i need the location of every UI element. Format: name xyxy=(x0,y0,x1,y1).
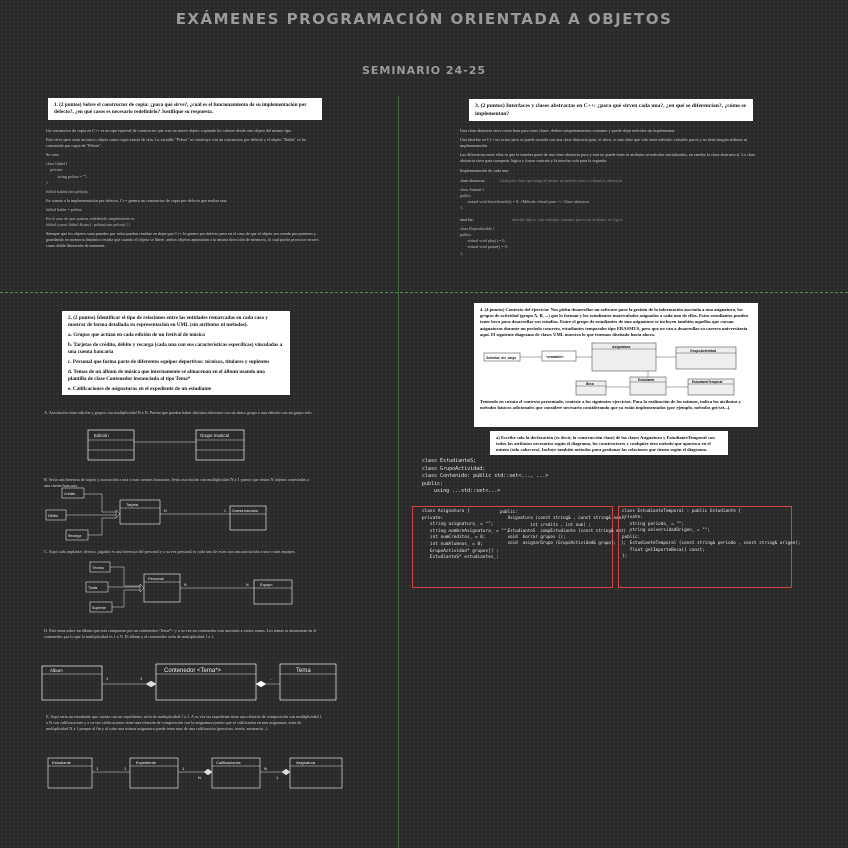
uml-mult: N xyxy=(246,583,249,587)
page-title: EXÁMENES PROGRAMACIÓN ORIENTADA A OBJETOS xyxy=(175,10,673,28)
uml-diagram-a xyxy=(80,424,250,466)
question-1-answer xyxy=(46,128,324,253)
interface-label: interfaz: xyxy=(460,217,474,223)
uml-class-grupo: Grupo musical xyxy=(200,433,230,438)
question-2-box xyxy=(62,311,290,395)
uml-diagram-b xyxy=(44,486,274,544)
uml-mult: 1 xyxy=(140,676,143,681)
answer-line: Implementación de cada una: xyxy=(460,168,510,174)
uml-mult: 1 xyxy=(224,509,226,513)
uml-class-tarjeta: Tarjeta xyxy=(126,502,139,507)
uml-stereotype: «creatable» xyxy=(546,354,564,359)
answer-line: Se crea: xyxy=(46,152,60,158)
question-1-text: 1. (2 puntos) Sobre el constructor de copia: ¿para qué sirve?, ¿cuál es el funcionamiento de su implementación por defecto?, ¿en qué casos es necesario redefinirlo? Justifique su respuesta. xyxy=(54,102,307,116)
uml-estudiante: Estudiante xyxy=(638,377,655,382)
question-3-box xyxy=(469,99,753,121)
answer-e: E. Aquí sería un estudiante que cuenta con un expediente, sería de multiplicidad 1 a 1. A su vez un expediente tiene una relación de composición con multiplicidad 1 a N con calificaciones y a su vez calificaciones tiene una relación de composición con la asignatura puesto que se calificarían en una asignatura, sería de multiplicidad N a 1 porque al fin y al cabo una misma asignatura puede tener mas de una calificación (practicas, teoría, asistencia...) xyxy=(46,714,322,732)
handwritten-asignatura-left: class Asignatura { private: string asignatura_ = ""; string nombreAsignatura_ = ""; int numCreditos_ = 0; int numAlumnos_ = 0; GrupoActividad* grupos[] ; EstudianteS* estudiantes_; xyxy=(422,509,510,561)
question-4-note: Teniendo en cuenta el contexto presentado, conteste a los siguientes ejercicios. Para la realización de los mismos, indica los atributos y métodos básicos adicionales que considere necesario considerando que ya están implementados (por ejemplo, métodos get/set...). xyxy=(480,398,742,411)
uml-asignatura: Asignatura xyxy=(612,344,631,349)
abstract-label: clase abstracta: xyxy=(460,177,486,183)
uml-mult: 1 xyxy=(182,766,185,771)
uml-beca: Beca xyxy=(586,381,594,386)
uml-class-calificaciones: Calificaciones xyxy=(216,760,241,765)
answer-line: Un constructor de copia en C++ es un tipo especial de constructor que crea un nuevo objeto copiando los valores desde otro objeto del mismo tipo. xyxy=(46,128,293,133)
question-3-text: 3. (2 puntos) Interfaces y clases abstractas en C++: ¿para qué sirven cada una?, ¿en qué se diferencian?, ¿cómo se implementan? xyxy=(475,103,747,117)
answer-line: Las diferencias entre ellas es que la interfaz parte de una clase abstracta pura y esta no puede tener ni atributos ni métodos inicializados, en cambio la clase abstracta sí. La clase abstracta sirve para compartir lógica y forzar contrato y la interfaz solo para la segunda. xyxy=(460,152,757,164)
uml-class-personal: Personal xyxy=(148,576,164,581)
q2-item-a: a. Grupos que actúan en cada edición de un festival de música xyxy=(68,332,205,339)
uml-mult: N xyxy=(184,583,187,587)
q2-item-d: d. Temas de un álbum de música que internamente se almacenan en el álbum usando una plantilla de clase Contenedor instanciada al tipo Tema* xyxy=(68,369,265,383)
answer-line: Una clase abstracta sirve como base para otras clases, define comportamientos comunes y puede dejar métodos sin implementar. xyxy=(460,128,676,133)
interface-note: interfaz típica: solo métodos virtuales puros sin atributos ni lógica xyxy=(511,217,623,223)
uml-class-credito: Crédito xyxy=(64,492,76,496)
uml-diagram-q4 xyxy=(480,341,752,397)
uml-class-tecnico: Técnico xyxy=(92,566,105,570)
uml-class-cuenta: Cuenta bancaria xyxy=(232,509,258,513)
question-1-box xyxy=(48,98,322,120)
answer-line: Una interfaz en C++ no existe pero se puede simular con una clase abstracta pura, es decir, es una clase que solo tiene métodos virtuales puros y no tiene ningún atributo ni implementación. xyxy=(460,137,749,149)
question-4a-text: a) Escribe solo la declaración (es decir, la construcción clase) de las clases Asignatura y EstudianteTemporal con todos los atributos necesarios según el diagrama, los constructores y cualquier otro método que aparezca en el mismo (solo cabecera). Incluye también métodos para gestionar las relaciones que tienen según el diagrama. xyxy=(496,435,715,453)
uml-diagram-d xyxy=(40,660,340,704)
horizontal-divider xyxy=(0,292,848,294)
question-2-text: 2. (2 puntos) Identificar el tipo de relaciones entre las entidades remarcadas en cada caso y mostrar de forma detallada su representación en UML (sin atributos ni métodos). xyxy=(68,315,268,329)
uml-mult: N xyxy=(264,766,267,771)
uml-class-asignatura: Asignatura xyxy=(296,760,316,765)
q2-item-c: c. Personal que forma parte de diferentes equipos deportivos: técnicos, titulares y suplentes xyxy=(68,359,270,366)
code-block: class fútbol{ private: string pelota = ""; } xyxy=(46,161,88,185)
uml-class-equipo: Equipo xyxy=(260,582,273,587)
uml-mult: 1 xyxy=(106,676,109,681)
answer-a: A. Asociación entre edición y grupos con multiplicidad N a N. Puesto que pueden haber distintas ediciones con un único grupo o una edición con un grupo solo. xyxy=(44,410,313,415)
uml-temporal: EstudianteTemporal xyxy=(692,379,723,384)
answer-line: Este sirve para crear un nuevo objeto como copia exacta de otra. La variable "Pelota" se construye con un constructor por defecto y el objeto "Balón" se ha construido por copia de "Pelota". xyxy=(46,137,307,149)
code-line: fútbol balón(otro.pelota); xyxy=(46,188,89,194)
answer-line: En cuanto a la implementación por defecto, C++ genera un constructor de copia por defecto que realiza una: xyxy=(46,197,228,203)
abstract-code: class Animal { public: virtual void hacerSonido() = 0; //Método virtual puro --> Clase abstracta }; xyxy=(460,186,589,210)
handwritten-header: class EstudianteS; class GrupoActividad; class Contenido: public std::set<..., ...> public: using ...std::set<...> xyxy=(422,458,549,494)
uml-side-label: Solicitud_del_cargo xyxy=(486,355,517,360)
uml-class-tema: Tema xyxy=(296,668,311,674)
uml-class-debito: Débito xyxy=(48,514,59,518)
question-3-answer xyxy=(460,128,760,260)
q2-item-e: e. Calificaciones de asignaturas en el expediente de un estudiante xyxy=(68,386,212,393)
answer-line: Siempre que los objetos sean pasados por valor pueden resultar en dejar que C++ lo genere por defecto pero en el caso de que el objeto sea creado por punteros y guardando en memoria dinámica resulta que cuando el objeto se libere, ambos objetos apuntarían a la misma dirección de memoria, lo cual puede provocar errores como doble liberación de memoria. xyxy=(46,231,320,249)
uml-class-recarga: Recarga xyxy=(68,534,82,538)
uml-diagram-e xyxy=(46,752,346,796)
uml-class-album: Álbum xyxy=(50,668,63,673)
question-4a-box xyxy=(490,431,728,455)
question-4-box xyxy=(474,303,758,427)
page-subtitle: SEMINARIO 24-25 xyxy=(361,64,487,77)
uml-class-expediente: Expediente xyxy=(136,760,157,765)
uml-class-estudiante: Estudiante xyxy=(52,760,71,765)
uml-class-suplente: Suplente xyxy=(92,606,106,610)
uml-grupo: GrupoActividad xyxy=(690,348,717,353)
uml-mult: N xyxy=(164,509,167,513)
uml-class-titular: Titular xyxy=(88,586,98,590)
question-4-text: 4. (4 puntos) Contexto del ejercicio: Nos piden desarrollar un software para la gestión de la información asociada a una asignatura, los grupos de actividad (grupo A, B, ...) que lo forman y los estudiantes matriculados asignados a cada uno de ellos. Estos estudiantes pueden tener beca para desarrollar sus estudios. Entre el grupo de estudiantes de una asignatura se incluyen también aquellos que cursan asignaturas durante un período concreto, estudiantes temporales tipo ERASMUS, pero que no van a desarrollar su carrera universitaria aquí. El siguiente diagrama de clases UML muestra lo que tenemos diseñado hasta ahora. xyxy=(480,307,749,337)
vertical-divider xyxy=(398,96,399,848)
uml-mult: 1 xyxy=(124,766,127,771)
uml-class-edicion: Edición xyxy=(94,433,109,438)
code-block: En el caso de que quieras redefinirlo simplemente es: fútbol (const fútbol &otro) : pelota(otro.pelota) {} xyxy=(46,216,136,228)
abstract-note: Cualquier clase que tenga al menos un método puro o virtual es abstracta. xyxy=(499,177,623,183)
handwritten-asignatura-right: public: Asignatura (const string& , const string& nom , int credits , int num) ; EstudianteS compEstudiante (const string& est) ; void borrar grupos (); void asignarGrupo (GrupoActividad& grupo); }; xyxy=(500,509,632,546)
uml-class-contenedor: Contenedor <Tema*> xyxy=(164,668,222,674)
answer-c: C. Aquí cada implante, técnico, jugador es una herencia del personal y a su vez personal es cada uno de estos son una asociación a uno o más equipos. xyxy=(44,549,296,554)
code-line: fútbol balón = pelota; xyxy=(46,206,83,212)
q2-item-b: b. Tarjetas de crédito, débito y recarga (cada una con sus características específicas) vinculadas a una cuenta bancaria xyxy=(68,342,283,356)
uml-diagram-c xyxy=(84,560,299,616)
answer-d: D. Este tema sobre un álbum que esta compuesto por un contenedor<Tema*> y a su vez un contenedor esta asociado a varios temas. Los temas se almacenan en el contenedor por lo que la multiplicidad es 1 a N. El álbum y el contenedor sería de multiplicidad 1 a 1. xyxy=(44,628,317,640)
handwritten-temporal: class EstudianteTemporal : public Estudiante { private: string periodo_ = ""; string universidadOrigen_ = ""; public: EstudianteTemporal (const string& periodo , const string& origen); float getImporteBeca() const; }; xyxy=(622,509,801,560)
uml-mult: ... xyxy=(270,676,274,681)
answer-b: B. Sería una herencia de tarjeta y asociación a una o mas cuentas bancarias. Sería asociación con multiplicidad N a 1 puesto que tenias N tarjetas conectadas a una cuenta bancaria xyxy=(44,477,309,489)
uml-mult: 1 xyxy=(276,775,279,780)
interface-code: class Reproducible { public: virtual void play() = 0; virtual void pause() = 0; }; xyxy=(460,226,508,256)
uml-mult: N xyxy=(198,775,201,780)
uml-mult: 1 xyxy=(96,766,99,771)
